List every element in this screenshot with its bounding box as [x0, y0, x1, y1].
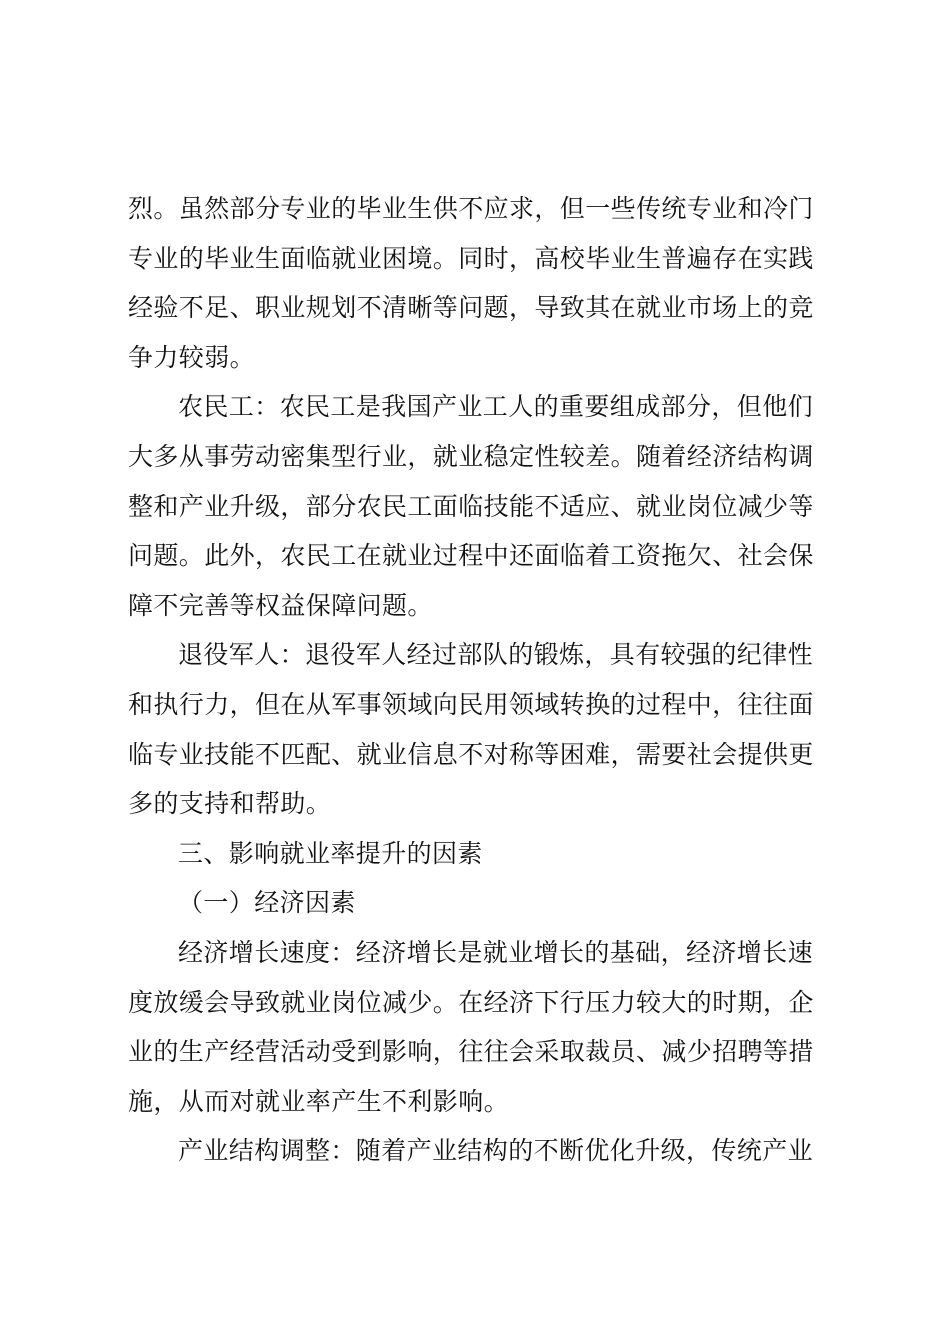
body-line: 和执行力，但在从军事领域向民用领域转换的过程中，往往面 — [128, 689, 814, 719]
body-line: 业的生产经营活动受到影响，往往会采取裁员、减少招聘等措 — [128, 1037, 814, 1067]
document-body — [128, 184, 834, 1176]
body-line: 烈。虽然部分专业的毕业生供不应求，但一些传统专业和冷门 — [128, 194, 814, 223]
paragraph-start-line: 经济增长速度：经济增长是就业增长的基础，经济增长速 — [178, 937, 814, 967]
body-line: 障不完善等权益保障问题。 — [128, 590, 433, 620]
body-line: 大多从事劳动密集型行业，就业稳定性较差。随着经济结构调 — [128, 441, 814, 471]
body-line: 度放缓会导致就业岗位减少。在经济下行压力较大的时期，企 — [128, 987, 814, 1017]
body-line: 专业的毕业生面临就业困境。同时，高校毕业生普遍存在实践 — [128, 243, 814, 273]
section-heading: 三、影响就业率提升的因素 — [178, 838, 483, 868]
paragraph-start-line: 产业结构调整：随着产业结构的不断优化升级，传统产业 — [178, 1136, 814, 1166]
body-line: 临专业技能不匹配、就业信息不对称等困难，需要社会提供更 — [128, 739, 814, 769]
body-line: 施，从而对就业率产生不利影响。 — [128, 1086, 510, 1116]
body-line: 争力较弱。 — [128, 342, 256, 372]
paragraph-start-line: 农民工：农民工是我国产业工人的重要组成部分，但他们 — [178, 392, 814, 422]
subsection-heading: （一）经济因素 — [178, 888, 356, 918]
body-line: 整和产业升级，部分农民工面临技能不适应、就业岗位减少等 — [128, 491, 814, 521]
body-line: 多的支持和帮助。 — [128, 789, 332, 819]
body-line: 问题。此外，农民工在就业过程中还面临着工资拖欠、社会保 — [128, 541, 814, 571]
paragraph-start-line: 退役军人：退役军人经过部队的锻炼，具有较强的纪律性 — [178, 640, 814, 670]
body-line: 经验不足、职业规划不清晰等问题，导致其在就业市场上的竞 — [128, 293, 814, 323]
